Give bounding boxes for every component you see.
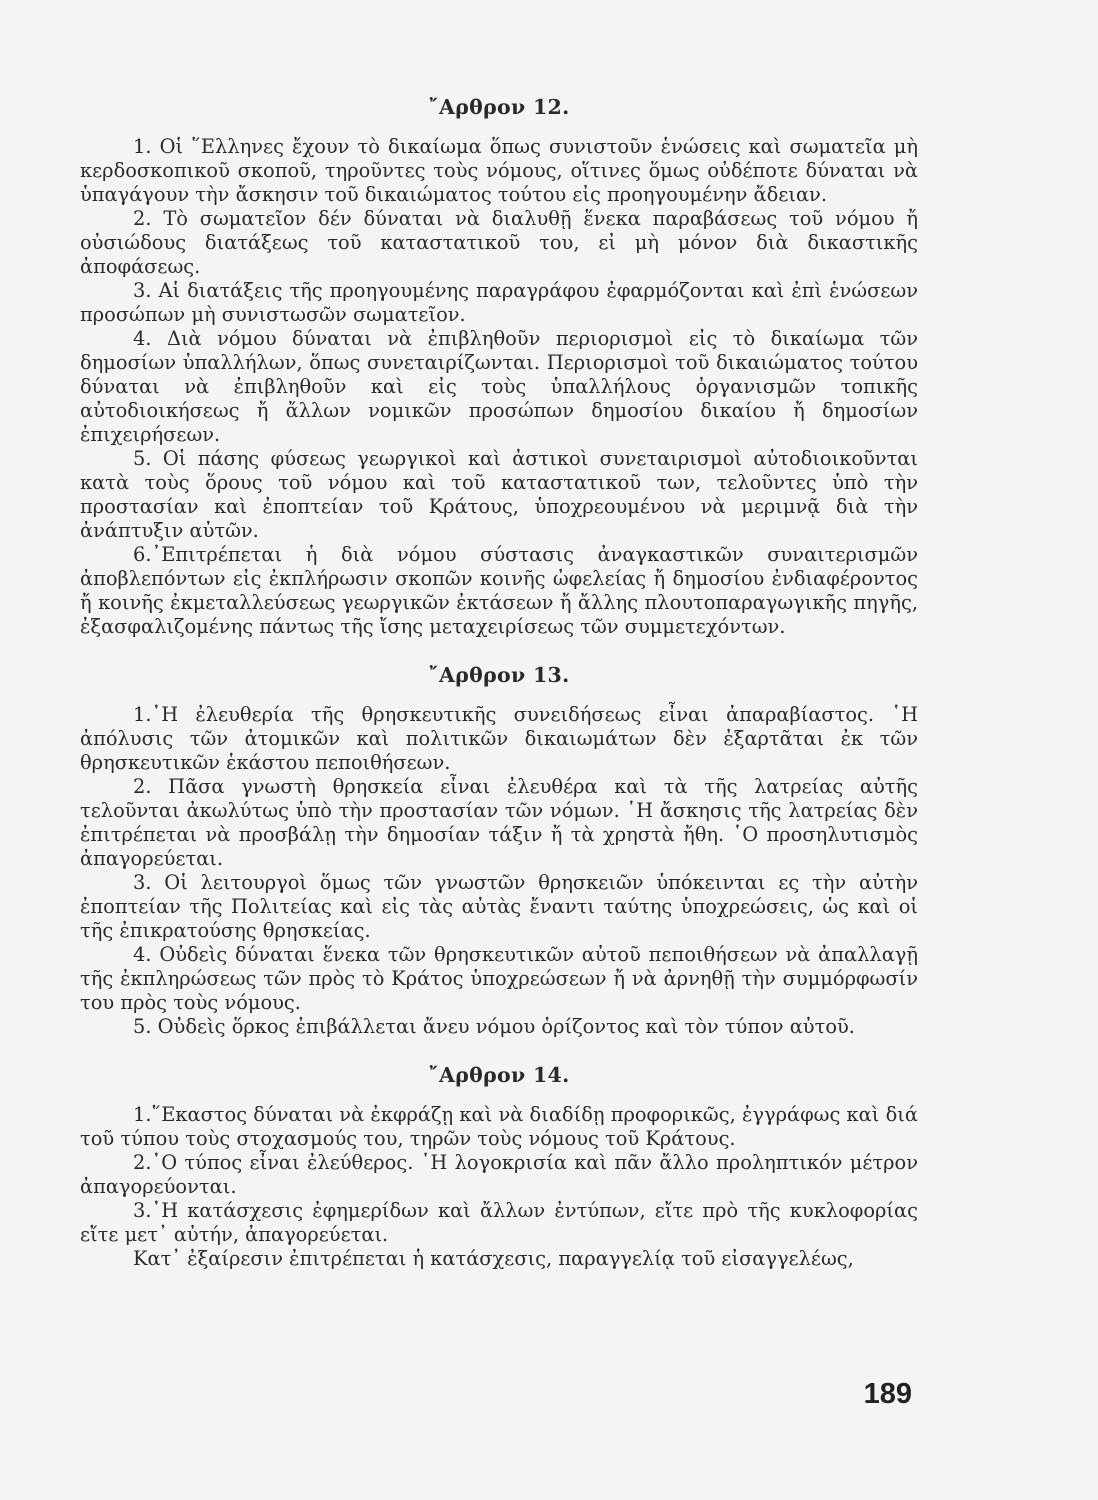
paragraph: 3. Αἱ διατάξεις τῆς προηγουμένης παραγράφου ἐφαρμόζονται καὶ ἐπὶ ἑνώσεων προσώπων μὴ συνιστωσῶν σωματεῖον. [80, 279, 918, 326]
paragraph: 4. Οὐδεὶς δύναται ἕνεκα τῶν θρησκευτικῶν αὐτοῦ πεποιθήσεων νὰ ἀπαλλαγῇ τῆς ἐκπληρώσεως τῶν πρὸς τὸ Κράτος ὑποχρεώσεων ἤ νὰ ἀρνηθῇ τὴν συμμόρφωσίν του πρὸς τοὺς νόμους. [80, 943, 918, 1014]
paragraph: 2. Πᾶσα γνωστὴ θρησκεία εἶναι ἐλευθέρα καὶ τὰ τῆς λατρείας αὐτῆς τελοῦνται ἀκωλύτως ὑπὸ τὴν προστασίαν τῶν νόμων. ῾Η ἄσκησις τῆς λατρείας δὲν ἐπιτρέπεται νὰ προσβάλῃ τὴν δημοσίαν τάξιν ἤ τὰ χρηστὰ ἤθη. ῾Ο προσηλυτισμὸς ἀπαγορεύεται. [80, 775, 918, 870]
paragraph: 6.᾿Επιτρέπεται ἡ διὰ νόμου σύστασις ἀναγκαστικῶν συναιτερισμῶν ἀποβλεπόντων εἰς ἐκπλήρωσιν σκοπῶν κοινῆς ὠφελείας ἤ δημοσίου ἐνδιαφέροντος ἤ κοινῆς ἐκμεταλλεύσεως γεωργικῶν ἐκτάσεων ἤ ἄλλης πλουτοπαραγωγικῆς πηγῆς, ἐξασφαλιζομένης πάντως τῆς ἴσης μεταχειρίσεως τῶν συμμετεχόντων. [80, 543, 918, 638]
article-14 [80, 1063, 918, 1271]
paragraph: 4. Διὰ νόμου δύναται νὰ ἐπιβληθοῦν περιορισμοὶ εἰς τὸ δικαίωμα τῶν δημοσίων ὑπαλλήλων, ὅπως συνεταιρίζωνται. Περιορισμοὶ τοῦ δικαιώματος τούτου δύναται νὰ ἐπιβληθοῦν καὶ εἰς τοὺς ὑπαλλήλους ὀργανισμῶν τοπικῆς αὐτοδιοικήσεως ἤ ἄλλων νομικῶν προσώπων δημοσίου δικαίου ἤ δημοσίων ἐπιχειρήσεων. [80, 327, 918, 446]
article-heading: ῎Αρθρον 14. [428, 1063, 570, 1087]
paragraph: 1.῞Εκαστος δύναται νὰ ἐκφράζῃ καὶ νὰ διαδίδῃ προφορικῶς, ἐγγράφως καὶ διά τοῦ τύπου τοὺς στοχασμούς του, τηρῶν τοὺς νόμους τοῦ Κράτους. [80, 1103, 918, 1150]
article-heading: ῎Αρθρον 12. [428, 95, 570, 119]
paragraph: 3. Οἱ λειτουργοὶ ὅμως τῶν γνωστῶν θρησκειῶν ὑπόκεινται ες τὴν αὐτὴν ἐποπτείαν τῆς Πολιτείας καὶ εἰς τὰς αὐτὰς ἔναντι ταύτης ὑποχρεώσεις, ὡς καὶ οἱ τῆς ἐπικρατούσης θρησκείας. [80, 871, 918, 942]
paragraph: 2. Τὸ σωματεῖον δέν δύναται νὰ διαλυθῇ ἕνεκα παραβάσεως τοῦ νόμου ἤ οὐσιώδους διατάξεως τοῦ καταστατικοῦ του, εἰ μὴ μόνον διὰ δικαστικῆς ἀποφάσεως. [80, 207, 918, 278]
paragraph: 2.῾Ο τύπος εἶναι ἐλεύθερος. ῾Η λογοκρισία καὶ πᾶν ἄλλο προληπτικόν μέτρον ἀπαγορεύονται. [80, 1151, 918, 1198]
paragraph: 3.῾Η κατάσχεσις ἐφημερίδων καὶ ἄλλων ἐντύπων, εἴτε πρὸ τῆς κυκλοφορίας εἴτε μετ᾽ αὐτήν, ἀπαγορεύεται. [80, 1199, 918, 1246]
article-heading: ῎Αρθρον 13. [428, 663, 570, 687]
page-number: 189 [863, 1378, 912, 1410]
paragraph: Κατ᾽ ἐξαίρεσιν ἐπιτρέπεται ἡ κατάσχεσις, παραγγελίᾳ τοῦ εἰσαγγελέως, [133, 1247, 854, 1270]
article-12 [80, 95, 918, 639]
article-13 [80, 663, 918, 1039]
paragraph: 1.῾Η ἐλευθερία τῆς θρησκευτικῆς συνειδήσεως εἶναι ἀπαραβίαστος. ῾Η ἀπόλυσις τῶν ἀτομικῶν καὶ πολιτικῶν δικαιωμάτων δὲν ἐξαρτᾶται ἐκ τῶν θρησκευτικῶν ἑκάστου πεποιθήσεων. [80, 703, 918, 774]
paragraph: 5. Οὐδεὶς ὅρκος ἐπιβάλλεται ἄνευ νόμου ὁρίζοντος καὶ τὸν τύπον αὐτοῦ. [133, 1015, 855, 1038]
paragraph: 1. Οἱ ῞Ελληνες ἔχουν τὸ δικαίωμα ὅπως συνιστοῦν ἑνώσεις καὶ σωματεῖα μὴ κερδοσκοπικοῦ σκοποῦ, τηροῦντες τοὺς νόμους, οἵτινες ὅμως οὐδέποτε δύναται νὰ ὑπαγάγουν τὴν ἄσκησιν τοῦ δικαιώματος τούτου εἰς προηγουμένην ἄδειαν. [80, 135, 918, 206]
document-page [80, 95, 918, 1271]
paragraph: 5. Οἱ πάσης φύσεως γεωργικοὶ καὶ ἀστικοὶ συνεταιρισμοὶ αὐτοδιοικοῦνται κατὰ τοὺς ὅρους τοῦ νόμου καὶ τοῦ καταστατικοῦ των, τελοῦντες ὑπὸ τὴν προστασίαν καὶ ἐποπτείαν τοῦ Κράτους, ὑποχρεουμένου νὰ μεριμνᾷ διὰ τὴν ἀνάπτυξιν αὐτῶν. [80, 447, 918, 542]
